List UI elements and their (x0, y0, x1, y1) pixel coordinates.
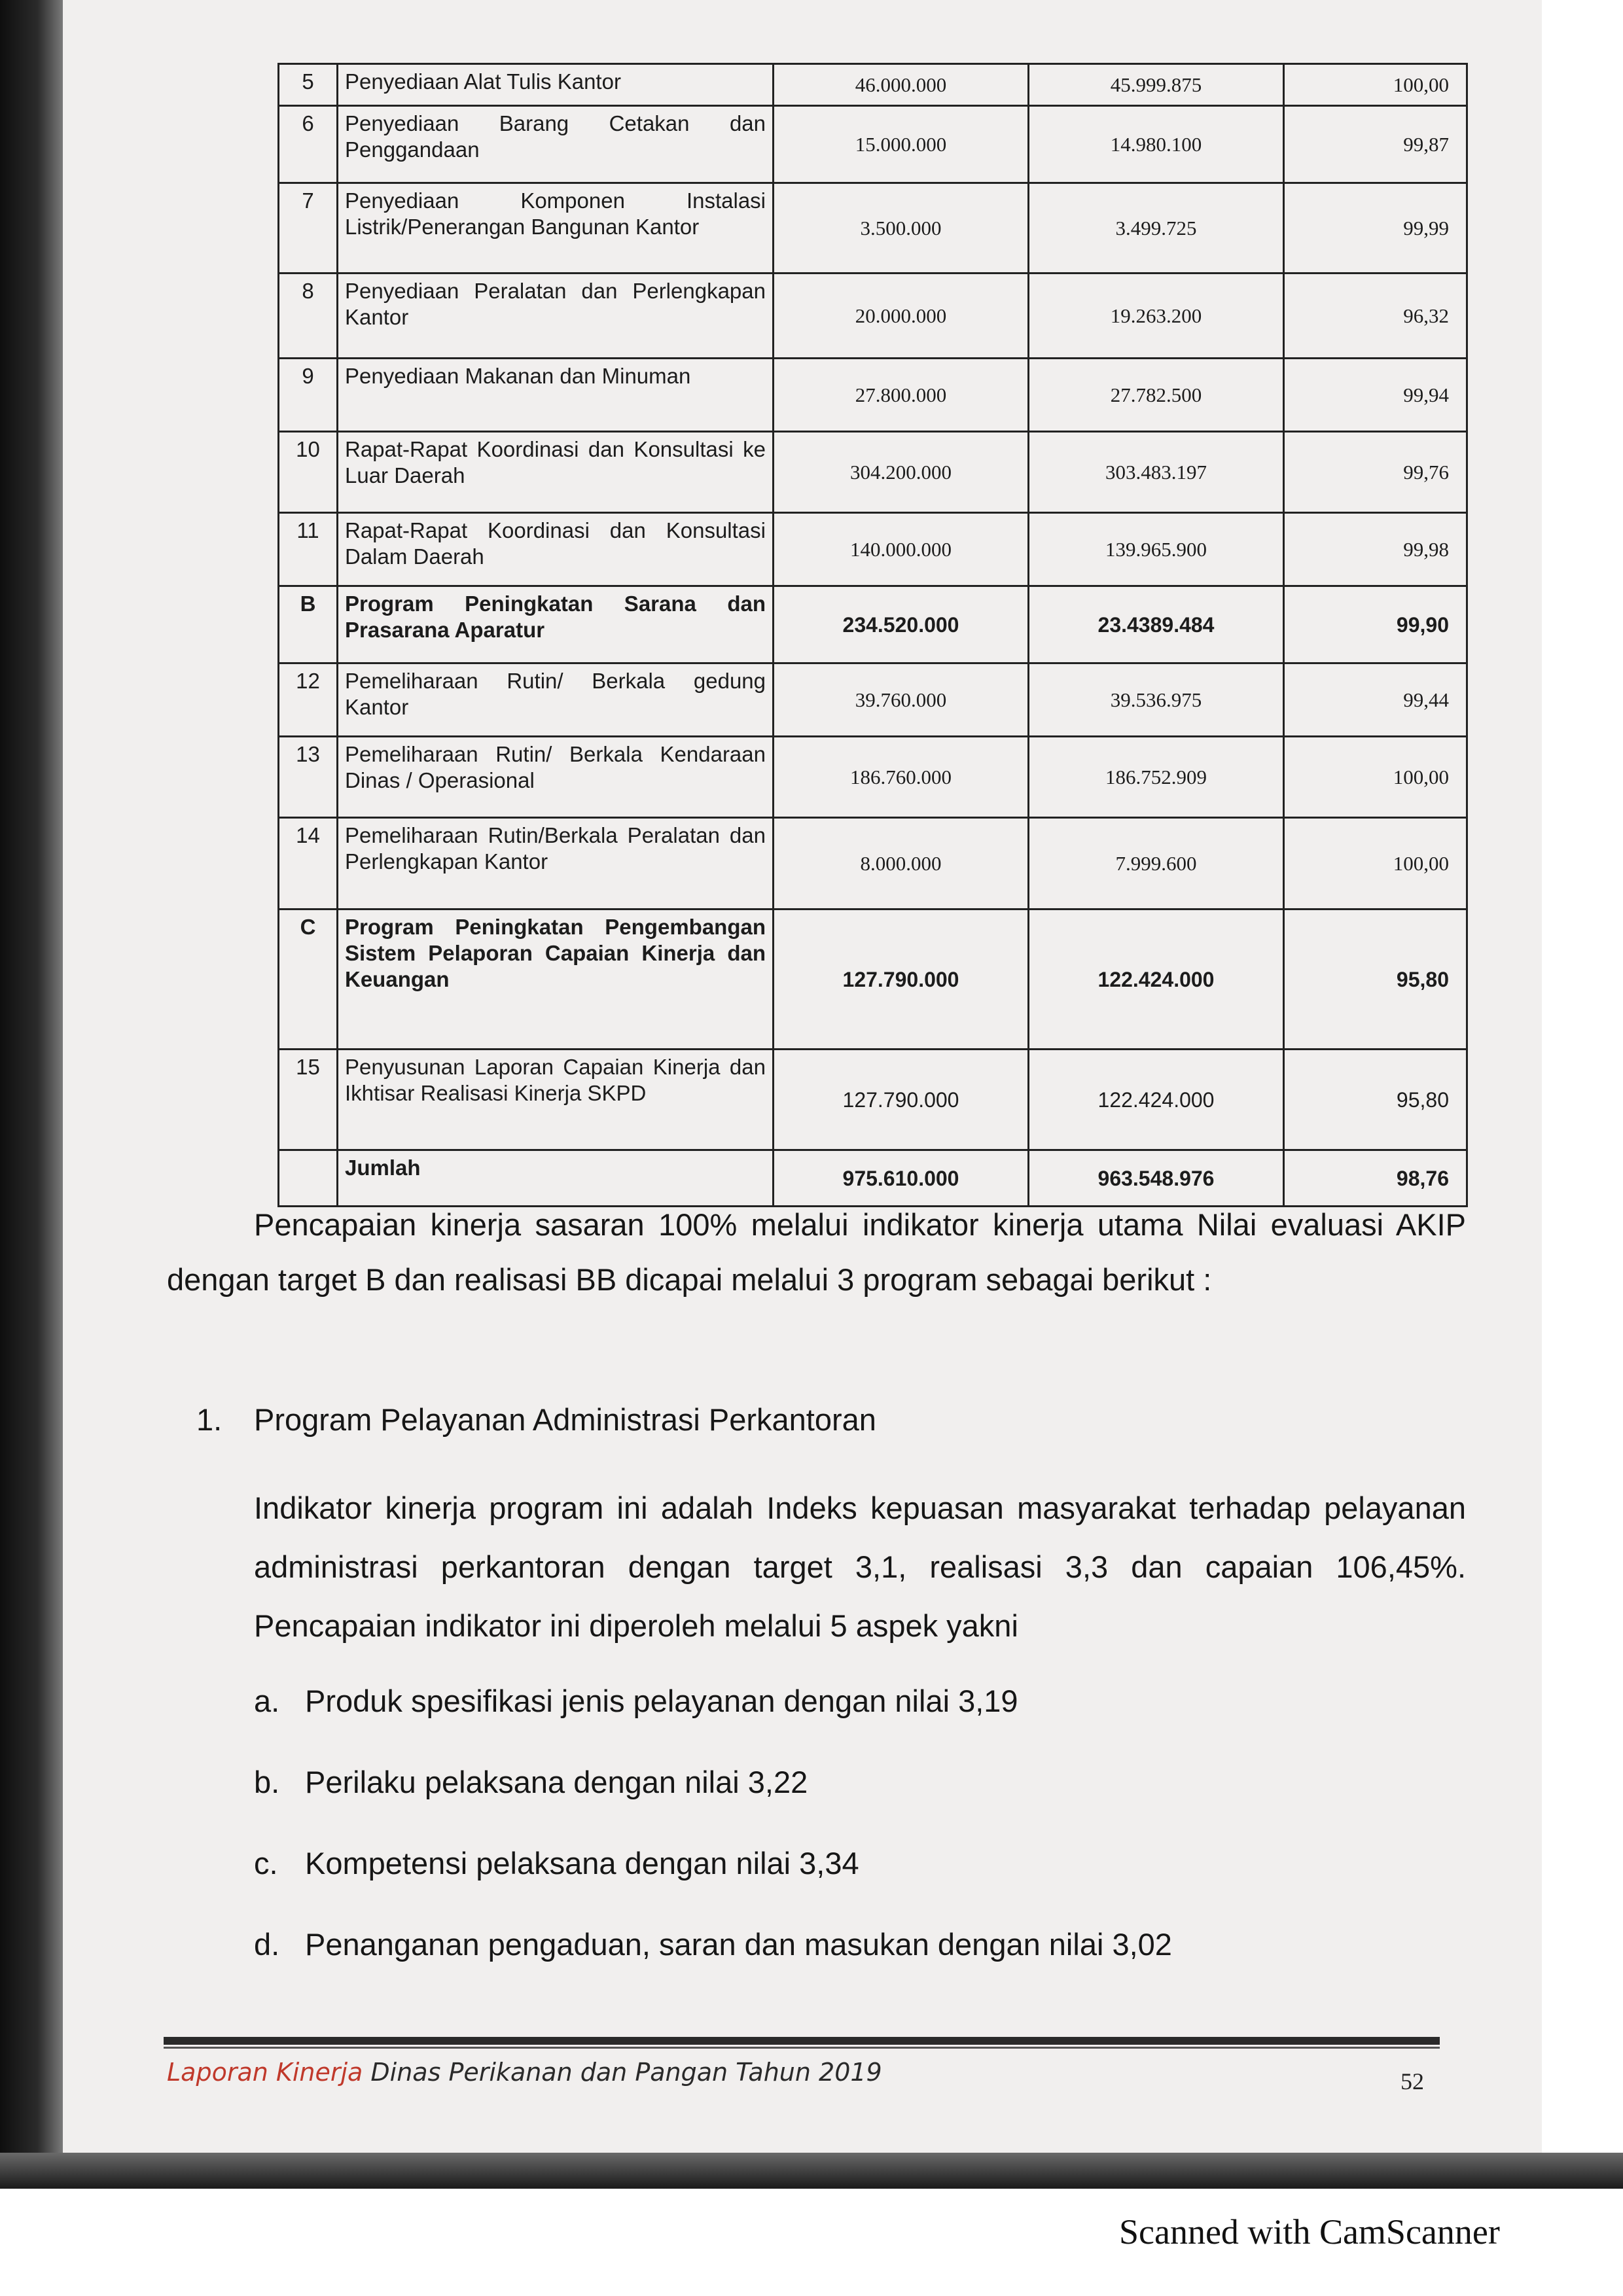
aspect-text: Produk spesifikasi jenis pelayanan dengan nilai 3,19 (305, 1684, 1018, 1718)
activity-name: Rapat-Rapat Koordinasi dan Konsultasi ke Luar Daerah (338, 432, 774, 513)
realization-amount: 7.999.600 (1029, 818, 1284, 910)
realization-amount: 186.752.909 (1029, 737, 1284, 818)
budget-amount: 39.760.000 (774, 663, 1029, 737)
row-number: 9 (279, 359, 338, 432)
table-row (279, 1050, 1467, 1150)
realization-amount: 45.999.875 (1029, 64, 1284, 106)
aspect-letter: a. (254, 1684, 280, 1718)
aspect-text: Penanganan pengaduan, saran dan masukan dengan nilai 3,02 (305, 1927, 1172, 1962)
realization-percent: 99,76 (1284, 432, 1467, 513)
budget-amount: 20.000.000 (774, 274, 1029, 359)
realization-percent: 99,94 (1284, 359, 1467, 432)
realization-percent: 100,00 (1284, 737, 1467, 818)
realization-amount: 14.980.100 (1029, 106, 1284, 183)
table-row (279, 106, 1467, 183)
realization-percent: 100,00 (1284, 818, 1467, 910)
item1-number: 1. (196, 1402, 223, 1437)
table-row (279, 513, 1467, 586)
aspect-text: Perilaku pelaksana dengan nilai 3,22 (305, 1765, 808, 1799)
budget-amount: 140.000.000 (774, 513, 1029, 586)
row-number: B (279, 586, 338, 663)
budget-amount: 186.760.000 (774, 737, 1029, 818)
activity-name: Penyediaan Alat Tulis Kantor (338, 64, 774, 106)
row-number: 13 (279, 737, 338, 818)
aspect-letter: b. (254, 1765, 280, 1799)
row-number: 15 (279, 1050, 338, 1150)
table-row (279, 432, 1467, 513)
realization-amount: 27.782.500 (1029, 359, 1284, 432)
realization-amount: 122.424.000 (1029, 1050, 1284, 1150)
budget-amount: 3.500.000 (774, 183, 1029, 274)
realization-percent: 98,76 (1284, 1150, 1467, 1207)
intro-paragraph: Pencapaian kinerja sasaran 100% melalui indikator kinerja utama Nilai evaluasi AKIP dengan target B dan realisasi BB dicapai melalui 3 program sebagai berikut : (167, 1207, 1466, 1297)
aspect-text: Kompetensi pelaksana dengan nilai 3,34 (305, 1846, 859, 1881)
realization-amount: 23.4389.484 (1029, 586, 1284, 663)
footer-title-accent: Laporan Kinerja (167, 2058, 363, 2087)
budget-amount: 8.000.000 (774, 818, 1029, 910)
footer-rule-thin (164, 2047, 1440, 2049)
realization-amount: 303.483.197 (1029, 432, 1284, 513)
footer-title-rest: Dinas Perikanan dan Pangan Tahun 2019 (363, 2058, 882, 2087)
row-number: 12 (279, 663, 338, 737)
realization-percent: 100,00 (1284, 64, 1467, 106)
scan-border-left (0, 0, 63, 2185)
scan-border-bottom (0, 2153, 1623, 2189)
budget-amount: 15.000.000 (774, 106, 1029, 183)
budget-table (277, 63, 1468, 1207)
activity-name: Penyediaan Makanan dan Minuman (338, 359, 774, 432)
activity-name: Penyediaan Barang Cetakan dan Penggandaan (338, 106, 774, 183)
table-row (279, 586, 1467, 663)
realization-percent: 95,80 (1284, 1050, 1467, 1150)
row-number: 8 (279, 274, 338, 359)
item1-title: Program Pelayanan Administrasi Perkantoran (254, 1402, 876, 1437)
row-number: C (279, 910, 338, 1050)
row-number: 14 (279, 818, 338, 910)
realization-percent: 95,80 (1284, 910, 1467, 1050)
activity-name: Pemeliharaan Rutin/ Berkala gedung Kantor (338, 663, 774, 737)
table-row (279, 359, 1467, 432)
table-row (279, 910, 1467, 1050)
table-row (279, 64, 1467, 106)
activity-name: Program Peningkatan Sarana dan Prasarana Aparatur (338, 586, 774, 663)
budget-amount: 127.790.000 (774, 1050, 1029, 1150)
scan-margin-right (1542, 0, 1623, 2153)
aspect-letter: d. (254, 1927, 280, 1962)
footer-title (167, 2058, 882, 2087)
realization-amount: 39.536.975 (1029, 663, 1284, 737)
activity-name: Penyediaan Peralatan dan Perlengkapan Kantor (338, 274, 774, 359)
budget-amount: 975.610.000 (774, 1150, 1029, 1207)
table-row (279, 737, 1467, 818)
activity-name: Program Peningkatan Pengembangan Sistem Pelaporan Capaian Kinerja dan Keuangan (338, 910, 774, 1050)
activity-name: Rapat-Rapat Koordinasi dan Konsultasi Dalam Daerah (338, 513, 774, 586)
row-number: 7 (279, 183, 338, 274)
realization-percent: 99,87 (1284, 106, 1467, 183)
footer-rule (164, 2037, 1440, 2045)
aspect-letter: c. (254, 1846, 278, 1881)
activity-name: Pemeliharaan Rutin/ Berkala Kendaraan Dinas / Operasional (338, 737, 774, 818)
realization-percent: 99,44 (1284, 663, 1467, 737)
camscanner-watermark: Scanned with CamScanner (1119, 2212, 1500, 2252)
realization-percent: 96,32 (1284, 274, 1467, 359)
table-row (279, 274, 1467, 359)
realization-amount: 3.499.725 (1029, 183, 1284, 274)
activity-name: Pemeliharaan Rutin/Berkala Peralatan dan Perlengkapan Kantor (338, 818, 774, 910)
realization-amount: 122.424.000 (1029, 910, 1284, 1050)
table-row (279, 818, 1467, 910)
budget-amount: 46.000.000 (774, 64, 1029, 106)
budget-amount: 234.520.000 (774, 586, 1029, 663)
activity-name: Penyusunan Laporan Capaian Kinerja dan Ikhtisar Realisasi Kinerja SKPD (338, 1050, 774, 1150)
realization-percent: 99,98 (1284, 513, 1467, 586)
realization-amount: 19.263.200 (1029, 274, 1284, 359)
row-number: 6 (279, 106, 338, 183)
budget-amount: 304.200.000 (774, 432, 1029, 513)
row-number: 11 (279, 513, 338, 586)
activity-name: Jumlah (338, 1150, 774, 1207)
item1-description: Indikator kinerja program ini adalah Indeks kepuasan masyarakat terhadap pelayanan administrasi perkantoran dengan target 3,1, realisasi 3,3 dan capaian 106,45%. Pencapaian indikator ini diperoleh melalui 5 aspek yakni (254, 1491, 1466, 1643)
activity-name: Penyediaan Komponen Instalasi Listrik/Penerangan Bangunan Kantor (338, 183, 774, 274)
page-number: 52 (1400, 2068, 1424, 2094)
realization-amount: 963.548.976 (1029, 1150, 1284, 1207)
table-row (279, 183, 1467, 274)
row-number: 5 (279, 64, 338, 106)
table-row (279, 663, 1467, 737)
budget-table-body (279, 64, 1467, 1207)
realization-percent: 99,90 (1284, 586, 1467, 663)
budget-amount: 27.800.000 (774, 359, 1029, 432)
realization-amount: 139.965.900 (1029, 513, 1284, 586)
row-number: 10 (279, 432, 338, 513)
budget-amount: 127.790.000 (774, 910, 1029, 1050)
realization-percent: 99,99 (1284, 183, 1467, 274)
